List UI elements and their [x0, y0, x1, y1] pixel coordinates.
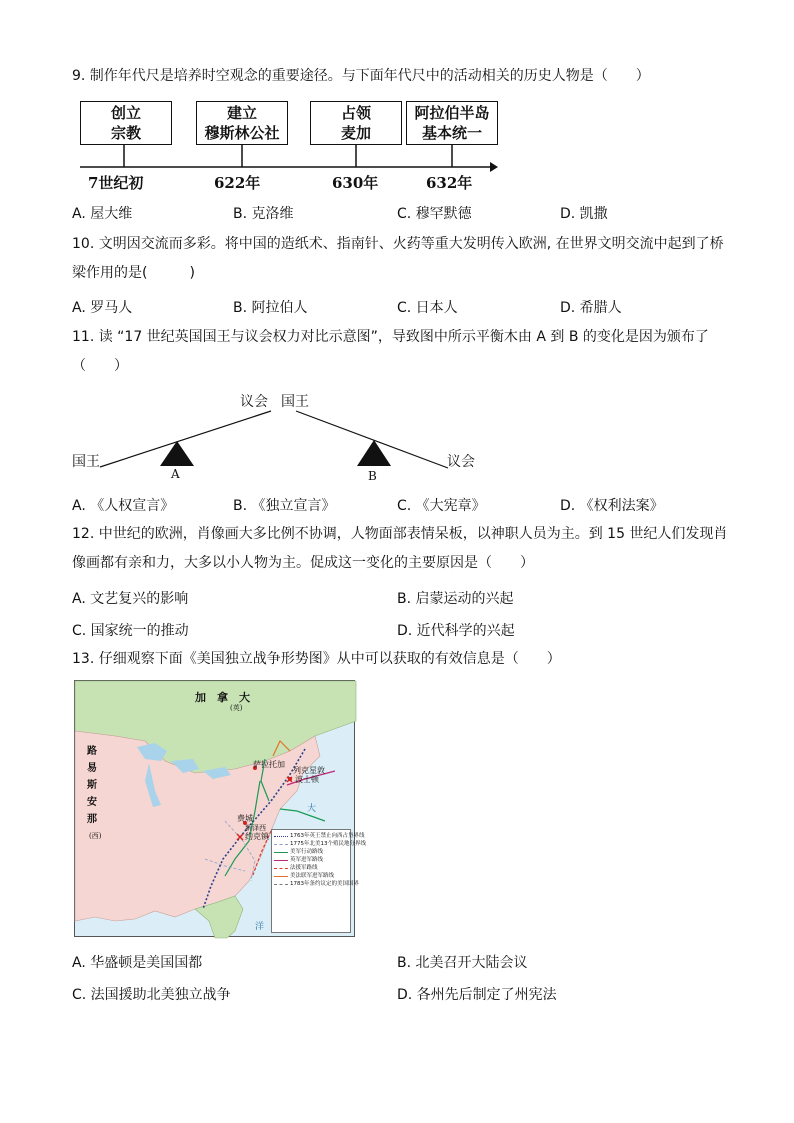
map-label-saratoga: 萨拉托加: [253, 760, 285, 769]
map-label-yorktown: 约克镇: [245, 832, 269, 841]
legend-item: 法援军路线: [274, 864, 348, 872]
map-label-ocean-1: 大: [307, 804, 317, 814]
q12-option-c[interactable]: C. 国家统一的推动: [72, 623, 189, 639]
q9-option-b[interactable]: B. 克洛维: [233, 206, 294, 222]
timeline-event-4: 阿拉伯半岛 基本统一: [406, 101, 498, 145]
legend-swatch: [274, 884, 288, 885]
q13-stem: 13. 仔细观察下面《美国独立战争形势图》从中可以获取的有效信息是（ ）: [72, 651, 561, 667]
q13-option-b[interactable]: B. 北美召开大陆会议: [397, 955, 528, 971]
map-label-louisiana-sub: (西): [89, 832, 102, 840]
independence-war-map: [74, 680, 366, 937]
q9-stem: 9. 制作年代尺是培养时空观念的重要途径。与下面年代尺中的活动相关的历史人物是（ ）: [72, 68, 650, 84]
timeline-event-2: 建立 穆斯林公社: [196, 101, 288, 145]
q9-option-c[interactable]: C. 穆罕默德: [397, 206, 472, 222]
q10-option-b[interactable]: B. 阿拉伯人: [233, 300, 308, 316]
q12-stem: 12. 中世纪的欧洲，肖像画大多比例不协调，人物面部表情呆板，以神职人员为主。到 15 世纪人们发现肖 像画都有亲和力，大多以小人物为主。促成这一变化的主要原因是（ ）: [72, 526, 728, 571]
q13-option-a[interactable]: A. 华盛顿是美国国都: [72, 955, 203, 971]
legend-item: 1783年条约议定的美国国界: [274, 880, 348, 888]
q11-option-c[interactable]: C. 《大宪章》: [397, 498, 486, 514]
legend-swatch: [274, 852, 288, 853]
map-label-ocean-3: 洋: [255, 922, 265, 932]
q11-stem: 11. 读 “17 世纪英国国王与议会权力对比示意图”，导致图中所示平衡木由 A 到 B 的变化是因为颁布了 （ ）: [72, 329, 709, 374]
q10-option-a[interactable]: A. 罗马人: [72, 300, 133, 316]
q9-option-a[interactable]: A. 屋大维: [72, 206, 133, 222]
timeline-event-3: 占领 麦加: [310, 101, 402, 145]
q11-option-b[interactable]: B. 《独立宣言》: [233, 498, 336, 514]
legend-swatch: [274, 844, 288, 845]
q12-option-d[interactable]: D. 近代科学的兴起: [397, 623, 515, 639]
map-label-lexington: 列克星敦: [293, 766, 325, 775]
timeline-axis: [76, 145, 500, 175]
q11-option-a[interactable]: A. 《人权宣言》: [72, 498, 175, 514]
q10-option-d[interactable]: D. 希腊人: [560, 300, 622, 316]
map-legend: [271, 829, 366, 933]
map-label-boston: 波士顿: [295, 775, 319, 784]
q12-option-b[interactable]: B. 启蒙运动的兴起: [397, 591, 514, 607]
legend-item: 美法联军进军路线: [274, 872, 348, 880]
timeline-date-4: 632年: [426, 174, 473, 192]
legend-swatch: [274, 836, 288, 837]
diagram-left-end-label: 国王: [72, 454, 100, 470]
map-label-philadelphia: 费城: [237, 814, 253, 823]
legend-swatch: [274, 860, 288, 861]
diagram-right-end-label: 议会: [447, 454, 475, 470]
legend-swatch: [274, 876, 288, 877]
q13-option-c[interactable]: C. 法国援助北美独立战争: [72, 987, 231, 1003]
legend-swatch: [274, 868, 288, 869]
diagram-top-left-label: 议会: [240, 394, 268, 410]
balance-beams: [90, 400, 470, 480]
q11-option-d[interactable]: D. 《权利法案》: [560, 498, 664, 514]
q9-option-d[interactable]: D. 凯撒: [560, 206, 608, 222]
legend-item: 英军进军路线: [274, 856, 348, 864]
legend-item: 美军行动路线: [274, 848, 348, 856]
map-label-canada: 加 拿 大: [195, 691, 250, 704]
legend-item: 1775年北美13个殖民地分界线: [274, 840, 348, 848]
q10-stem: 10. 文明因交流而多彩。将中国的造纸术、指南针、火药等重大发明传入欧洲, 在世界文明交流中起到了桥 梁作用的是( ): [72, 236, 724, 281]
diagram-top-right-label: 国王: [281, 394, 309, 410]
map-label-new-jersey: 新泽西: [245, 824, 266, 832]
timeline-date-1: 7世纪初: [88, 174, 144, 192]
q10-option-c[interactable]: C. 日本人: [397, 300, 458, 316]
timeline-date-3: 630年: [332, 174, 379, 192]
pivot-a-label: A: [171, 467, 180, 481]
pivot-b-label: B: [368, 469, 377, 483]
timeline-date-2: 622年: [214, 174, 261, 192]
q13-option-d[interactable]: D. 各州先后制定了州宪法: [397, 987, 557, 1003]
map-label-louisiana: 路 易 斯 安 那: [87, 746, 97, 825]
legend-item: 1763年英王禁止向西占垦界线: [274, 832, 348, 840]
map-label-canada-sub: (英): [230, 704, 243, 712]
timeline-event-1: 创立 宗教: [80, 101, 172, 145]
q12-option-a[interactable]: A. 文艺复兴的影响: [72, 591, 189, 607]
